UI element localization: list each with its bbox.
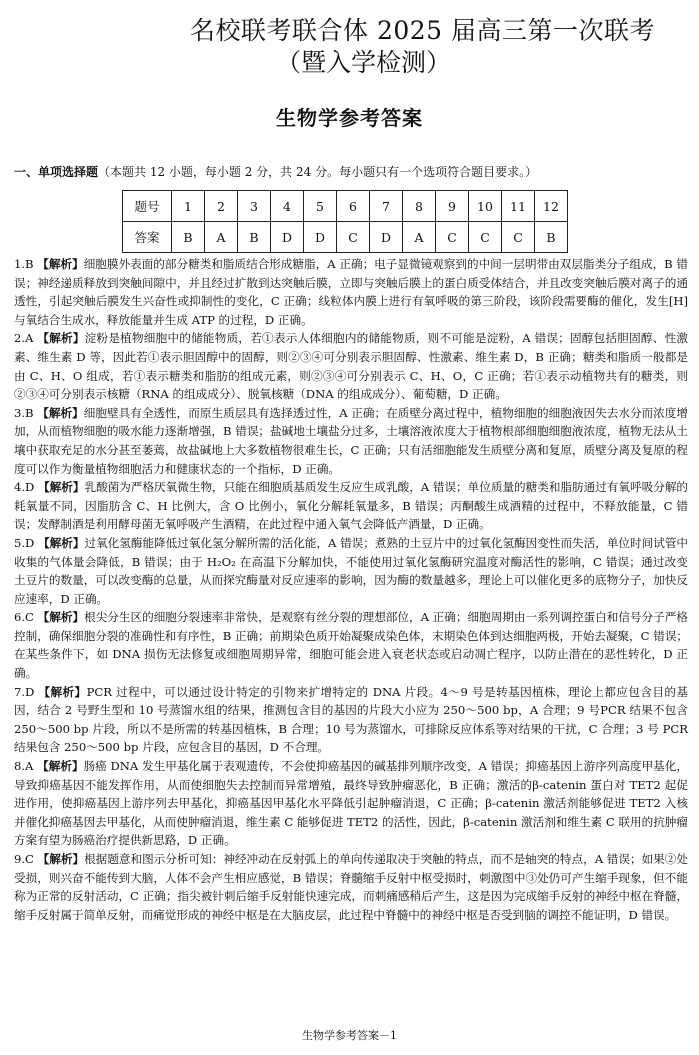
explanation-item: [14, 757, 688, 850]
item-answer: 2.A: [14, 331, 34, 346]
table-header-number: 题号: [123, 191, 172, 222]
table-cell-number: 12: [535, 191, 568, 222]
item-answer: 9.C: [14, 852, 34, 866]
section-heading-label: 一、单项选择题: [14, 165, 99, 179]
answer-table-answer-row: [123, 222, 568, 253]
explanation-item: [14, 478, 688, 534]
table-cell-answer: D: [370, 222, 403, 253]
item-text: 细胞壁具有全透性，而原生质层具有选择透过性，A 正确；在质壁分离过程中，植物细胞的细胞液因失去水分而浓度增加，从而植物细胞的吸水能力逐渐增强，B 错误；盐碱地土壤盐分过多，土壤溶液浓度大于植物根部细胞细胞液浓度，植物无法从土壤中获取充足的水分甚至萎蔫，故盐碱地上大多数植物很难生长，C 正确；只有活细胞能发生质壁分离和复原，质壁分离及复原的程度可以作为衡量植物细胞活力和健康状态的一个指标，D 正确。: [14, 405, 688, 476]
table-cell-number: 7: [370, 191, 403, 222]
explanation-item: [14, 608, 688, 682]
item-text: 肠癌 DNA 发生甲基化属于表观遗传，不会使抑癌基因的碱基排列顺序改变，A 错误；抑癌基因上游序列高度甲基化，导致抑癌基因不能发挥作用，从而使细胞失去控制而异常增殖，最终导致肿瘤恶化，B 正确；激活的β-catenin 蛋白对 TET2 起促进作用，使抑癌基因上游序列去甲基化，抑癌基因甲基化水平降低引起肿瘤消退，C 正确；β-catenin 激活剂能够促进 TET2 入核并催化抑癌基因去甲基化，从而使肿瘤消退，维生素 C 能够促进 TET2 的活性，因此，β-catenin 激活剂和维生素 C 联用的抗肿瘤方案有望为肠癌治疗提供新思路，D 正确。: [14, 759, 688, 848]
table-cell-number: 5: [304, 191, 337, 222]
table-header-answer: 答案: [123, 222, 172, 253]
item-answer: 3.B: [14, 405, 34, 420]
item-text: 根据题意和图示分析可知：神经冲动在反射弧上的单向传递取决于突触的特点，而不是轴突的特点，A 错误；如果②处受损，则兴奋不能传到大脑，人体不会产生相应感觉，B 错误；脊髓缩手反射中枢受损时，刺激图中③处仍可产生缩手现象，但不能称为正常的反射活动，C 正确；指尖被针刺后缩手反射能快速完成，而刺痛感稍后产生，这是因为完成缩手反射的神经中枢在脊髓，缩手反射属于简单反射，而痛觉形成的神经中枢是在大脑皮层，此过程中脊髓中的神经中枢是否受到脑的调控不能证明，D 错误。: [14, 852, 688, 922]
item-text: 过氧化氢酶能降低过氧化氢分解所需的活化能，A 错误；煮熟的土豆片中的过氧化氢酶因变性而失活，单位时间试管中收集的气体量会降低，B 错误；由于 H₂O₂ 在高温下分解加快，不能使用过氧化氢酶研究温度对酶活性的影响，C 错误；通过改变土豆片的数量，可以改变酶的总量，从而探究酶量对反应速率的影响，因为酶的数量越多，理论上可以催化更多的底物分子，加快反应速率，D 正确。: [14, 535, 689, 606]
table-cell-number: 4: [271, 191, 304, 222]
analysis-tag: 【解析】: [37, 610, 85, 625]
table-cell-answer: A: [403, 222, 436, 253]
item-answer: 1.B: [14, 257, 34, 271]
item-answer: 5.D: [14, 535, 35, 550]
explanation-item: [14, 683, 688, 757]
answer-table-number-row: [123, 191, 568, 222]
item-answer: 8.A: [14, 759, 34, 774]
analysis-tag: 【解析】: [38, 535, 85, 550]
explanation-item: [14, 534, 688, 608]
analysis-tag: 【解析】: [37, 257, 84, 271]
item-answer: 4.D: [14, 480, 35, 495]
table-cell-number: 8: [403, 191, 436, 222]
table-cell-answer: C: [469, 222, 502, 253]
analysis-tag: 【解析】: [38, 684, 87, 699]
page-footer: 生物学参考答案－1: [302, 1029, 397, 1042]
analysis-tag: 【解析】: [37, 852, 85, 866]
analysis-tag: 【解析】: [38, 480, 85, 495]
table-cell-number: 11: [502, 191, 535, 222]
table-cell-answer: D: [304, 222, 337, 253]
table-cell-number: 3: [238, 191, 271, 222]
item-text: PCR 过程中，可以通过设计特定的引物来扩增特定的 DNA 片段。4～9 号是转基因植株，理论上都应包含目的基因，结合 2 号野生型和 10 号蒸馏水组的结果，推测包含目的基因的片段大小应为 250～500 bp，A 合理；9 号PCR 结果不包含 250～500 bp 片段，所以不是所需的转基因植株，B 合理；10 号为蒸馏水，可排除反应体系等对结果的干扰，C 合理；3 号 PCR 结果包含 250～500 bp 片段，应包含目的基因，D 不合理。: [14, 684, 688, 755]
explanation-list: [14, 255, 688, 924]
item-answer: 7.D: [14, 684, 35, 699]
table-cell-number: 6: [337, 191, 370, 222]
item-answer: 6.C: [14, 610, 34, 625]
table-cell-number: 1: [172, 191, 205, 222]
item-text: 淀粉是植物细胞中的储能物质，若①表示人体细胞内的储能物质，则不可能是淀粉，A 错误；固醇包括胆固醇、性激素、维生素 D 等，因此若①表示胆固醇中的固醇，则②③④可分别表示胆固醇、性激素、维生素 D，B 正确；糖类和脂质一般都是由 C、H、O 组成，若①表示糖类和脂肪的组成元素，则②③④可分别表示 C、H、O，C 正确；若①表示动植物共有的糖类，则②③④可分别表示核糖（RNA 的组成成分）、脱氧核糖（DNA 的组成成分）、葡萄糖，D 正确。: [14, 331, 688, 402]
analysis-tag: 【解析】: [37, 759, 84, 774]
explanation-item: [14, 255, 688, 329]
answer-table: [122, 190, 568, 253]
table-cell-answer: C: [502, 222, 535, 253]
exam-subtitle: （暨入学检测）: [276, 48, 452, 77]
table-cell-answer: A: [205, 222, 238, 253]
explanation-item: [14, 404, 688, 478]
exam-title: 名校联考联合体 2025 届高三第一次联考: [190, 16, 656, 45]
document-title: 生物学参考答案: [276, 106, 423, 130]
explanation-item: [14, 850, 688, 924]
table-cell-number: 9: [436, 191, 469, 222]
table-cell-answer: B: [535, 222, 568, 253]
section-heading-note: （本题共 12 小题，每小题 2 分，共 24 分。每小题只有一个选项符合题目要求。）: [98, 165, 538, 179]
item-text: 乳酸菌为严格厌氧微生物，只能在细胞质基质发生反应生成乳酸，A 错误；单位质量的糖类和脂肪通过有氧呼吸分解的耗氧量不同，因脂肪含 C、H 比例大，含 O 比例小，氧化分解耗氧量多，B 错误；丙酮酸生成酒精的过程中，不释放能量，C 错误；发酵制酒是利用酵母菌无氧呼吸产生酒精，在此过程中通入氧气会降低产酒量，D 正确。: [14, 480, 689, 532]
table-cell-answer: D: [271, 222, 304, 253]
item-text: 根尖分生区的细胞分裂速率非常快，是观察有丝分裂的理想部位，A 正确；细胞周期由一系列调控蛋白和信号分子严格控制，确保细胞分裂的准确性和有序性，B 正确；前期染色质开始凝聚成染色体，末期染色体到达细胞两极，开始去凝聚，C 错误；在某些条件下，如 DNA 损伤无法修复或细胞周期异常，细胞可能会进入衰老状态或启动凋亡程序，以防止潜在的恶性转化，D 正确。: [14, 610, 689, 681]
table-cell-answer: B: [172, 222, 205, 253]
explanation-item: [14, 329, 688, 403]
table-cell-number: 10: [469, 191, 502, 222]
item-text: 细胞膜外表面的部分糖类和脂质结合形成糖脂，A 正确；电子显微镜观察到的中间一层明带由双层脂类分子组成，B 错误；神经递质释放到突触间隙中，并且经过扩散到达突触后膜，立即与突触后膜上的蛋白质受体结合，并且改变突触后膜对离子的通透性，引起突触后膜发生兴奋性或抑制性的变化，C 正确；线粒体内膜上进行有氧呼吸的第三阶段，该阶段需要酶的催化，发生[H]与氧结合生成水，释放能量并生成 ATP 的过程，D 正确。: [14, 257, 688, 327]
analysis-tag: 【解析】: [37, 331, 85, 346]
table-cell-answer: B: [238, 222, 271, 253]
table-cell-number: 2: [205, 191, 238, 222]
table-cell-answer: C: [436, 222, 469, 253]
analysis-tag: 【解析】: [37, 405, 84, 420]
table-cell-answer: C: [337, 222, 370, 253]
section-heading: [14, 163, 694, 181]
